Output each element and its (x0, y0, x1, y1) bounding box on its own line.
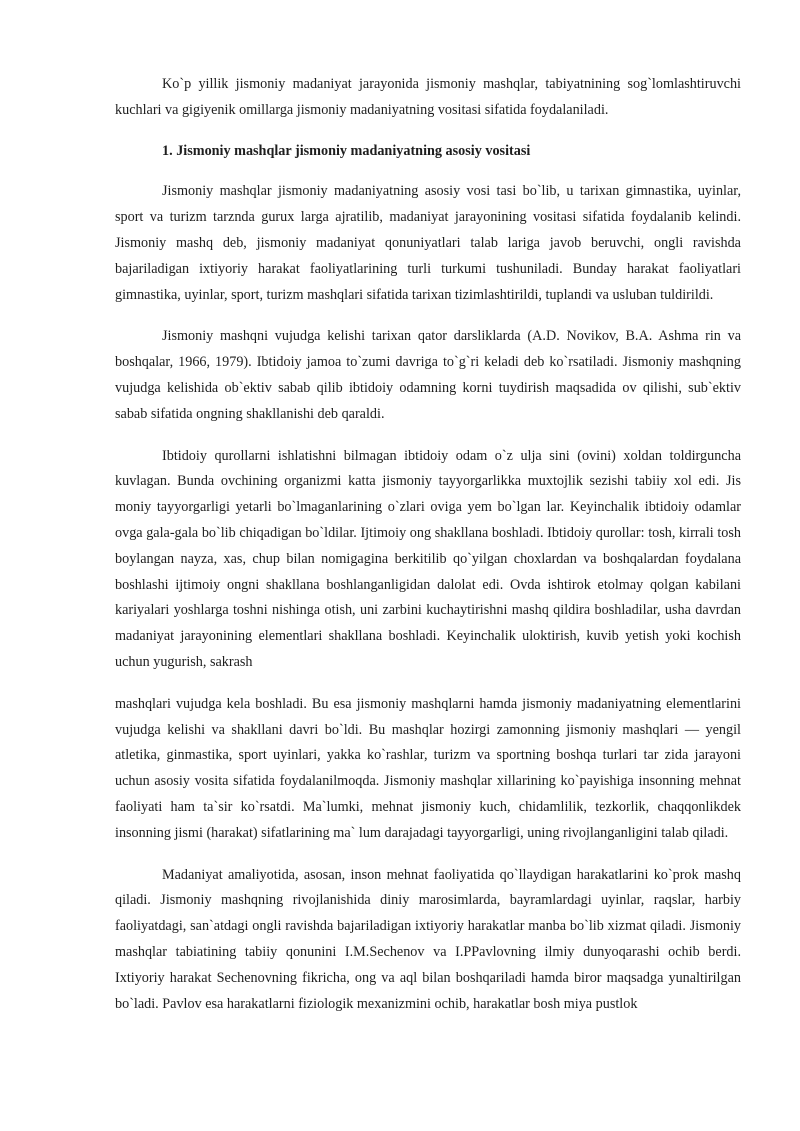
paragraph-2: Jismoniy mashqni vujudga kelishi tarixan qator darsliklarda (A.D. Novikov, B.A. Ashma rin va boshqalar, 1966, 1979). Ibtidoiy jamoa to`zumi davriga to`g`ri keladi deb ko`rsatiladi. Jismoniy mashqning vujudga kelishida ob`ektiv sabab qilib ibtidoiy odamning korni tuydirish maqsadida ov qilishi, sub`ektiv sabab sifatida ongning shakllanishi deb qaraldi. (115, 328, 741, 422)
paragraph-4: mashqlari vujudga kela boshladi. Bu esa jismoniy mashqlarni hamda jismoniy madaniyatning elementlarini vujudga kelishi va shakllani davri bo`ldi. Bu mashqlar hozirgi zamonning jismoniy mashqlari — yengil atletika, ginmastika, sport uyinlari, yakka ko`rashlar, turizm va sportning boshqa turlari tar zida jarayoni uchun asosiy vosita sifatida foydalanilmoqda. Jismoniy mashqlar xillarining ko`payishiga insonning mehnat faoliyati ham ta`sir ko`rsatdi. Ma`lumki, mehnat jismoniy kuch, chidamlilik, tezkorlik, chaqqonlikdek insonning jismi (harakat) sifatlarining ma` lum darajadagi tayyorgarligi, uning rivojlanganligini talab qiladi. (115, 695, 741, 841)
section-heading: 1. Jismoniy mashqlar jismoniy madaniyatning asosiy vositasi (162, 142, 531, 159)
intro-paragraph: Ko`p yillik jismoniy madaniyat jarayonida jismoniy mashqlar, tabiyatnining sog`lomlashtiruvchi kuchlari va gigiyenik omillarga jismoniy madaniyatning vositasi sifatida foydalaniladi. (115, 76, 741, 118)
paragraph-3: Ibtidoiy qurollarni ishlatishni bilmagan ibtidoiy odam o`z ulja sini (ovini) xoldan toldirguncha kuvlagan. Bunda ovchining organizmi katta jismoniy tayyorgarlikka muxtojlik sezishi tabiiy xol edi. Jis moniy tayyorgarligi yetarli bo`lmaganlarining o`zlari oviga yem bo`lgan lar. Keyinchalik ibtidoiy odamlar ovga gala-gala bo`lib chiqadigan bo`ldilar. Ijtimoiy ong shakllana boshladi. Ibtidoiy qurollar: tosh, kirrali tosh boylangan nayza, xas, chup bilan nomigagina berkitilib qo`yilgan choxlardan va boshqalardan foydalana boshlashi ijtimoiy ongni shakllana boshlanganligidan dalolat edi. Ovda ishtirok etolmay qolgan kabilani kariyalari yoshlarga toshni nishinga otish, uni zarbini kuchaytirishni mashq qildira boshladilar, usha davrdan madaniyat jarayonining elementlari shakllana boshladi. Keyinchalik uloktirish, kuvib yetish yoki kochish uchun yugurish, sakrash (115, 447, 741, 670)
paragraph-5: Madaniyat amaliyotida, asosan, inson mehnat faoliyatida qo`llaydigan harakatlarini ko`prok mashq qiladi. Jismoniy mashqning rivojlanishida diniy marosimlarda, bayramlardagi uyinlar, raqslar, harbiy faoliyatdagi, san`atdagi ongli ravishda bajariladigan ixtiyoriy harakatlar manba bo`lib xizmat qiladi. Jismoniy mashqlar tabiatining tabiiy qonunini I.M.Sechenov va I.PPavlovning ilmiy dunyoqarashi ochib berdi. Ixtiyoriy harakat Sechenovning fikricha, ong va aql bilan boshqariladi hamda biror maqsadga yunaltirilgan bo`ladi. Pavlov esa harakatlarni fiziologik mexanizmini ochib, harakatlar bosh miya pustlok (115, 866, 741, 1012)
paragraph-1: Jismoniy mashqlar jismoniy madaniyatning asosiy vosi tasi bo`lib, u tarixan gimnastika, uyinlar, sport va turizm tarznda gurux larga ajratilib, madaniyat jarayonining vositasi sifatida foydalanib kelindi. Jismoniy mashq deb, jismoniy madaniyat qonuniyatlari talab lariga javob beruvchi, ongli ravishda bajariladigan ixtiyoriy harakat faoliyatlarining turli turkumi tushuniladi. Bunday harakat faoliyatlari gimnastika, uyinlar, sport, turizm mashqlari sifatida tarixan tizimlashtirildi, tuplandi va usluban tuldirildi. (115, 183, 741, 303)
document-page (115, 72, 741, 1017)
